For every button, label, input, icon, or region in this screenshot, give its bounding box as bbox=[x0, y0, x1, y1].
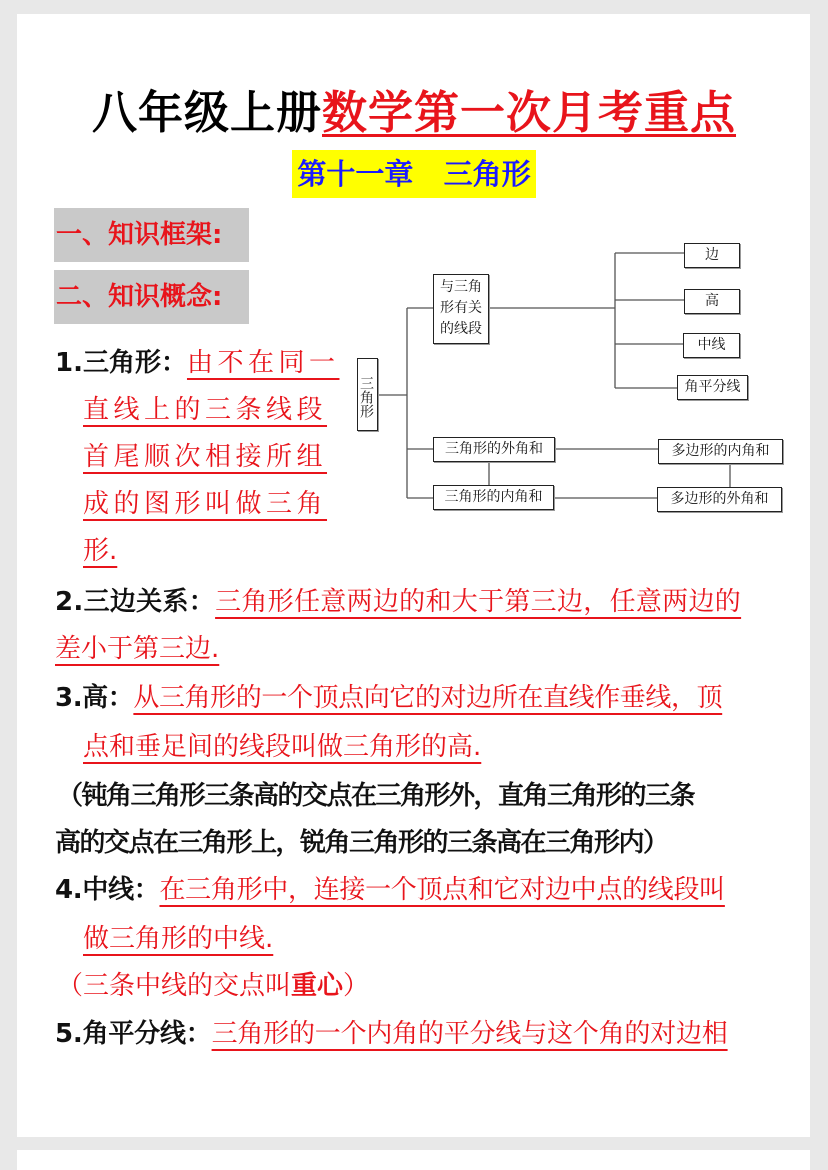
note-text: ） bbox=[343, 971, 370, 1001]
altitude-note: （钝角三角形三条高的交点在三角形外，直角三角形的三条 bbox=[57, 781, 695, 811]
item-text: 成的图形叫做三角 bbox=[83, 489, 328, 519]
item-text: 做三角形的中线. bbox=[83, 924, 274, 954]
note-text: （三条中线的交点叫 bbox=[57, 971, 292, 1001]
item-label: 1.三角形： bbox=[55, 348, 187, 378]
item-text: 点和垂足间的线段叫做三角形的高. bbox=[83, 732, 482, 762]
item-text: 直线上的三条线段 bbox=[83, 395, 328, 425]
diagram-segments-node: 与三角形有关的线段 bbox=[433, 274, 489, 344]
item-median bbox=[55, 873, 725, 907]
note-bold: 重心 bbox=[291, 971, 344, 1001]
item-triangle bbox=[55, 346, 339, 380]
diagram-side: 边 bbox=[684, 243, 740, 268]
item-text: 在三角形中，连接一个顶点和它对边中点的线段叫 bbox=[159, 875, 725, 905]
diagram-polygon-exterior-sum: 多边形的外角和 bbox=[657, 487, 782, 512]
item-label: 2.三边关系： bbox=[55, 587, 216, 617]
item-text: 形. bbox=[83, 536, 118, 566]
diagram-height: 高 bbox=[684, 289, 740, 314]
section-framework: 一、知识框架: bbox=[54, 208, 249, 262]
title-red: 数学第一次月考重点 bbox=[322, 86, 737, 139]
item-text: 由不在同一 bbox=[186, 348, 340, 378]
item-angle-bisector bbox=[55, 1017, 728, 1051]
item-label: 5.角平分线： bbox=[55, 1019, 212, 1049]
diagram-polygon-interior-sum: 多边形的内角和 bbox=[658, 439, 783, 464]
diagram-median: 中线 bbox=[683, 333, 740, 358]
item-text: 从三角形的一个顶点向它的对边所在直线作垂线，顶 bbox=[133, 683, 723, 713]
item-label: 3.高： bbox=[55, 683, 134, 713]
title-black: 八年级上册 bbox=[91, 86, 322, 139]
item-altitude bbox=[55, 681, 722, 715]
section-concepts: 二、知识概念: bbox=[54, 270, 249, 324]
centroid-note bbox=[57, 969, 369, 1003]
diagram-exterior-angle-sum: 三角形的外角和 bbox=[433, 437, 555, 462]
diagram-angle-bisector: 角平分线 bbox=[677, 375, 748, 400]
item-text: 三角形的一个内角的平分线与这个角的对边相 bbox=[211, 1019, 728, 1049]
item-text: 差小于第三边. bbox=[55, 634, 220, 664]
item-text: 首尾顺次相接所组 bbox=[83, 442, 328, 472]
item-triangle-inequality bbox=[55, 585, 741, 619]
diagram-interior-angle-sum: 三角形的内角和 bbox=[433, 485, 554, 510]
item-text: 三角形任意两边的和大于第三边，任意两边的 bbox=[215, 587, 742, 617]
altitude-note: 高的交点在三角形上，锐角三角形的三条高在三角形内） bbox=[55, 828, 668, 858]
chapter-subtitle: 第十一章 三角形 bbox=[292, 150, 536, 198]
diagram-root-triangle: 三角形 bbox=[357, 358, 378, 431]
item-label: 4.中线： bbox=[55, 875, 160, 905]
